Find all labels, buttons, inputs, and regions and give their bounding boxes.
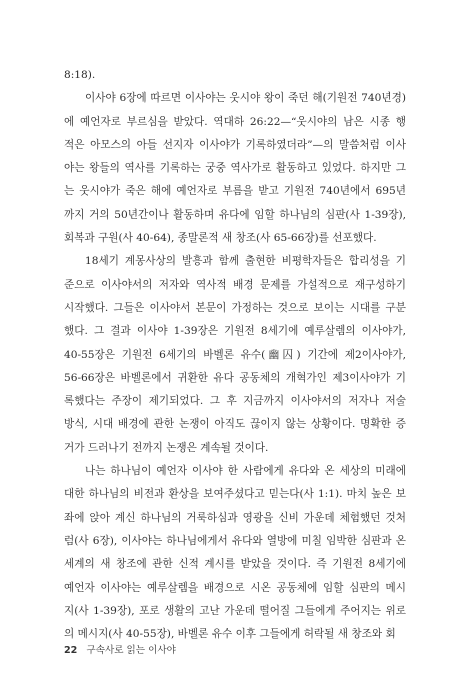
- text-line: 세계의 새 창조에 관한 신적 계시를 받았을 것이다. 즉 기원전 8세기에: [64, 558, 406, 571]
- text-line: 지(사 1-39장), 포로 생활의 고난 가운데 떨어질 그들에게 주어지는 위로: [64, 604, 406, 617]
- text-line: 40-55장은 기원전 6세기의 바벨론 유수(幽囚) 기간에 제2이사야가,: [64, 348, 406, 361]
- paragraph: [64, 460, 406, 646]
- paragraph: [64, 64, 406, 87]
- text-line: 회복과 구원(사 40-64), 종말론적 새 창조(사 65-66장)를 선포했다.: [64, 232, 377, 245]
- text-line: 록했다는 주장이 제기되었다. 그 후 지금까지 이사야서의 저자나 저술: [64, 395, 406, 408]
- running-title: 구속사로 읽는 이사야: [86, 645, 176, 656]
- text-line: 야는 왕들의 역사를 기록하는 궁중 역사가로 활동하고 있었다. 하지만 그: [64, 162, 406, 175]
- text-line: 의 메시지(사 40-55장), 바벨론 유수 이후 그들에게 허락될 새 창조와 회: [64, 628, 396, 641]
- text-line: 에 예언자로 부르심을 받았다. 역대하 26:22—“웃시야의 남은 시종 행: [64, 115, 406, 128]
- text-line: 이사야 6장에 따르면 이사야는 웃시야 왕이 죽던 해(기원전 740년경): [85, 92, 406, 105]
- text-line: 시작했다. 그들은 이사야서 본문이 가정하는 것으로 보이는 시대를 구분: [64, 301, 406, 314]
- text-line: 거가 드러나기 전까지 논쟁은 계속될 것이다.: [64, 441, 269, 454]
- text-line: 18세기 계몽사상의 발흥과 함께 출현한 비평학자들은 합리성을 기: [85, 255, 406, 268]
- text-line: 까지 거의 50년간이나 활동하며 유다에 임할 하나님의 심판(사 1-39장),: [64, 208, 406, 221]
- text-line: 방식, 시대 배경에 관한 논쟁이 아직도 끊이지 않는 상황이다. 명확한 증: [64, 418, 406, 431]
- text-line: 8:18).: [64, 69, 96, 81]
- paragraph: [64, 250, 406, 460]
- text-line: 나는 하나님이 예언자 이사야 한 사람에게 유다와 온 세상의 미래에: [85, 465, 406, 478]
- page-body: [64, 64, 406, 646]
- page-number: 22: [64, 645, 78, 656]
- paragraph: [64, 87, 406, 250]
- page-footer: [64, 642, 176, 656]
- text-line: 56-66장은 바벨론에서 귀환한 유다 공동체의 개혁가인 제3이사야가 기: [64, 371, 406, 384]
- text-line: 는 웃시야가 죽은 해에 예언자로 부름을 받고 기원전 740년에서 695년: [64, 185, 406, 198]
- text-line: 적은 아모스의 아들 선지자 이사야가 기록하였더라”—의 말씀처럼 이사: [64, 138, 406, 151]
- text-line: 럼(사 6장), 이사야는 하나님에게서 유다와 열방에 미칠 임박한 심판과 온: [64, 534, 406, 547]
- text-line: 했다. 그 결과 이사야 1-39장은 기원전 8세기에 예루살렘의 이사야가,: [64, 325, 406, 338]
- text-line: 준으로 이사야서의 저자와 역사적 배경 문제를 가설적으로 재구성하기: [64, 278, 406, 291]
- text-line: 대한 하나님의 비전과 환상을 보여주셨다고 믿는다(사 1:1). 마치 높은 보: [64, 488, 406, 501]
- text-line: 좌에 앉아 계신 하나님의 거룩하심과 영광을 신비 가운데 체험했던 것처: [64, 511, 406, 524]
- text-line: 예언자 이사야는 예루살렘을 배경으로 시온 공동체에 임할 심판의 메시: [64, 581, 406, 594]
